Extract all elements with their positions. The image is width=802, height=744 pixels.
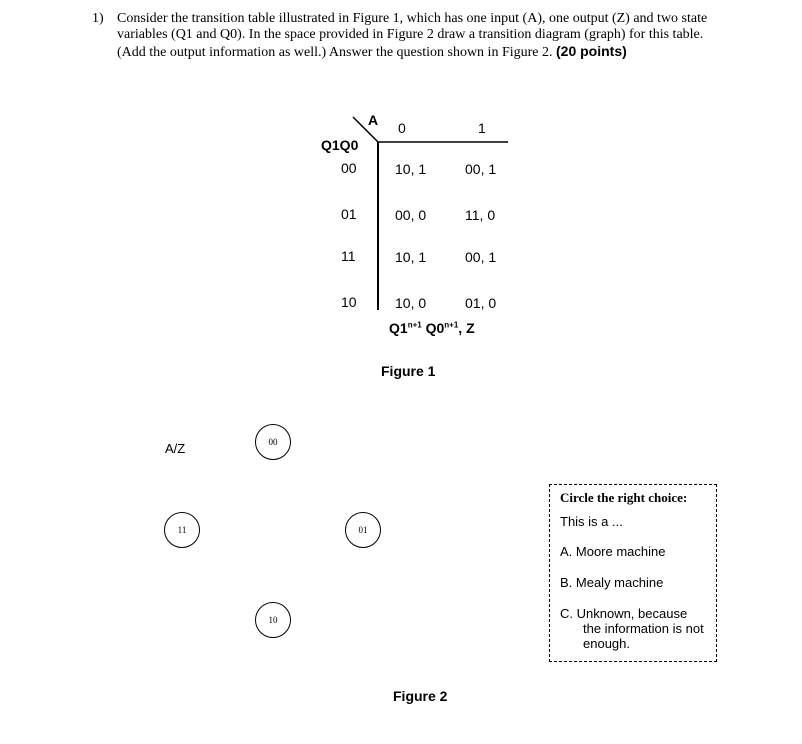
figure2-legend: A/Z <box>165 441 186 456</box>
table-footer-label <box>389 320 475 336</box>
choice-option-b[interactable]: B. Mealy machine <box>560 575 664 590</box>
table-cell: 00, 1 <box>465 161 497 177</box>
choice-heading: Circle the right choice: <box>560 490 688 505</box>
table-row-state: 10 <box>341 294 357 310</box>
table-cell: 00, 0 <box>395 207 427 223</box>
table-input-label: A <box>368 112 379 128</box>
question-main-text: Consider the transition table illustrated in Figure 1, which has one input (A), one output (Z) and two state variables (Q1 and Q0). In the space provided in Figure 2 draw a transition diagram (graph) for this table. (Add the output information as well.) Answer the question shown in Figure 2. <box>117 11 708 60</box>
table-input-0: 0 <box>398 120 406 136</box>
state-label: 00 <box>268 437 278 447</box>
state-label: 10 <box>268 615 278 625</box>
state-circle-11 <box>164 512 200 548</box>
footer-q0: Q0 <box>421 320 445 336</box>
footer-q1: Q1 <box>389 320 408 336</box>
table-row-state: 00 <box>341 160 357 176</box>
figure2-caption: Figure 2 <box>393 688 448 704</box>
state-circle-01 <box>345 512 381 548</box>
question-points: (20 points) <box>556 43 627 59</box>
table-cell: 10, 0 <box>395 295 427 311</box>
table-state-label: Q1Q0 <box>321 137 359 153</box>
footer-sup-2: n+1 <box>444 320 459 330</box>
table-row-state: 01 <box>341 206 357 222</box>
state-label: 01 <box>358 525 368 535</box>
option-c-line-3: enough. <box>583 636 630 651</box>
choice-option-a[interactable]: A. Moore machine <box>560 544 666 559</box>
table-cell: 11, 0 <box>465 207 496 223</box>
footer-z: , Z <box>458 320 475 336</box>
state-label: 11 <box>177 525 187 535</box>
figure1-caption: Figure 1 <box>381 363 436 379</box>
state-circle-00 <box>255 424 291 460</box>
choice-box <box>549 484 717 662</box>
option-c-line-1: C. Unknown, because <box>560 606 688 621</box>
state-circle-10 <box>255 602 291 638</box>
table-row-state: 11 <box>341 248 356 264</box>
footer-sup-1: n+1 <box>407 320 422 330</box>
table-cell: 10, 1 <box>395 249 427 265</box>
table-input-1: 1 <box>478 120 486 136</box>
table-cell: 01, 0 <box>465 295 497 311</box>
choice-option-c[interactable] <box>560 606 704 651</box>
choice-prompt: This is a ... <box>560 514 623 529</box>
option-c-line-2: the information is not <box>583 621 704 636</box>
table-cell: 10, 1 <box>395 161 427 177</box>
table-cell: 00, 1 <box>465 249 497 265</box>
question-number: 1) <box>92 11 104 26</box>
